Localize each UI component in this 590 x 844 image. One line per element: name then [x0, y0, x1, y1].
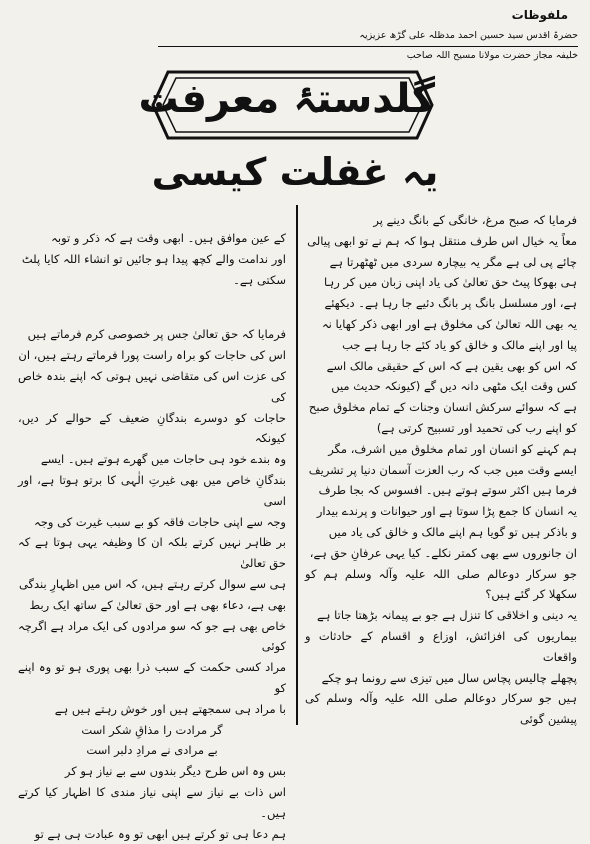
text-line: بر ظاہر نہیں کرتے بلکہ ان کا وظیفہ یہی ہوتا ہے کہ حق تعالیٰ [18, 535, 286, 571]
text-line: ایسے وقت میں جب کہ رب العزت آسمان دنیا پر تشریف [308, 462, 577, 477]
section-label: ملفوظات [511, 8, 568, 22]
text-line: ہی بھوکا پیٹ حق تعالیٰ کی یاد اپنی زبان میں کر رہا [324, 275, 577, 290]
text-line: مراد کسی حکمت کے سبب ذرا بھی پوری ہو تو وہ اپنے کو [18, 660, 286, 695]
text-line: ہے، اور مسلسل بانگ پر بانگ دئیے جا رہا ہے۔ دیکھئے [324, 296, 577, 311]
text-line: ان جانوروں سے بھی کمتر نکلے۔ کیا یہی عرفانِ حق ہے، [309, 545, 577, 560]
text-line: کہ اس کو بھی یقین ہے کہ اس کے حقیقی مالک اسے [326, 358, 577, 373]
credit-divider [158, 46, 578, 47]
text-line: کو اپنے رب کی تحمید اور تسبیح کرتی ہے) [376, 420, 577, 435]
text-line: جو سرکار دوعالم صلی اللہ علیہ وآلہ وسلم ہم کو سکھلا کر گئے ہیں؟ [305, 566, 577, 602]
text-line: پچھلے چالیس پچاس سال میں تیزی سے رونما ہو چکے [321, 670, 577, 685]
text-line: بندگانِ خاص میں بھی غیرتِ الٰہی کا برتو ہوتا ہے، اور اسی [18, 472, 286, 508]
text-line: ہیں جو سرکار دوعالم صلی اللہ علیہ وآلہ وسلم کی پیشین گوئی [305, 691, 577, 727]
text-line: چائے پی لی ہے مگر یہ بیچارہ سردی میں ٹھٹھرتا ہے [329, 254, 577, 269]
text-line: بیماریوں کی افزائش، اوزاع و اقسام کے حادثات و واقعات [305, 628, 577, 664]
text-line: فرمایا کہ حق تعالیٰ جس پر خصوصی کرم فرماتے ہیں [27, 327, 286, 342]
text-line: با مراد ہی سمجھتے ہیں اور خوش رہتے ہیں ہے [54, 701, 286, 716]
text-line: خاص بھی ہے جو کہ سو مرادوں کی ایک مراد ہے اگرچہ کوئی [18, 618, 286, 654]
text-line: ہم دعا ہی تو کرتے ہیں ابھی تو وہ عبادت ہی ہے تو [34, 826, 286, 841]
article-subtitle: یہ غفلت کیسی [151, 150, 439, 194]
text-line: اس ذات بے نیاز سے اپنی نیاز مندی کا اظہار کیا کرتے ہیں۔ [18, 784, 286, 820]
text-line: یہ دینی و اخلاقی کا تنزل ہے جو بے پیمانہ بڑھتا جاتا ہے [317, 608, 577, 623]
author-credit: حضرۃ اقدس سید حسین احمد مدظلہ علی گڑھ عزیزیہ [359, 30, 578, 41]
text-line: یہ انسان کا جمع پڑا سوتا ہے اور حیوانات و پرندے بیدار [316, 504, 577, 519]
title-banner [138, 62, 435, 148]
text-line: اور ندامت والے کچھ پیدا ہو جائیں تو انشاء اللہ کایا پلٹ [21, 251, 286, 266]
text-line: ہے کہ سوائے سرکش انسان وجنات کے تمام مخلوق صبح [308, 400, 577, 415]
left-column [18, 228, 286, 844]
text-line: کس وقت ایک مٹھی دانہ دیں گے (کیونکہ حدیث میں [331, 379, 577, 394]
verse-line: گر مرادت را مذاقِ شکر است [81, 722, 223, 737]
text-line: و باذکر ہیں تو گویا ہم اپنے مالک و خالق کی یاد میں [328, 524, 577, 539]
column-divider [296, 205, 298, 725]
text-line: بھی ہے، دعاء بھی ہے اور حق تعالیٰ کے ساتھ ایک ربط [29, 597, 286, 612]
right-column [305, 210, 577, 730]
text-line: ہم کہنے کو انسان اور تمام مخلوق میں اشرف، مگر [328, 441, 577, 456]
text-line: وجہ سے اپنی حاجات فاقہ کو بے سبب غیرت کی وجہ [34, 514, 286, 529]
text-line: کے عین موافق ہیں۔ ابھی وقت ہے کہ ذکر و توبہ [51, 231, 286, 245]
text-line: یہ بھی اللہ تعالیٰ کی مخلوق ہے اور ابھی ذکر کھایا نہ [321, 316, 577, 331]
text-line: کی عزت اس کی متقاضی نہیں ہوتی کہ اپنے بندہ خاص کی [18, 368, 286, 404]
text-line: ہی سے سوال کرتے رہتے ہیں، کہ اس میں اظہارِ بندگی [18, 576, 286, 591]
text-line: وہ بندے خود ہی حاجات میں گھرے ہوتے ہیں۔ ایسے [40, 452, 286, 467]
verse-line: بے مرادی نے مرادِ دلبر است [86, 743, 218, 758]
text-line: فرما ہیں اکثر سوتے ہوتے ہیں۔ افسوس کہ بجا طرف [318, 483, 577, 498]
text-line: سکتی ہے۔ [233, 272, 286, 287]
text-line: پیا اور اپنے مالک و خالق کو یاد کئے جا رہا ہے جب [342, 337, 577, 352]
text-line: حاجات کو دوسرے بندگانِ ضعیف کے حوالے کر دیں، کیونکہ [18, 410, 286, 446]
text-line: بس وہ اس طرح دیگر بندوں سے بے نیاز ہو کر [64, 764, 286, 779]
banner-title: گلدستۂ معرفت [138, 76, 435, 122]
author-title: خلیفہ مجاز حضرت مولانا مسیح اللہ صاحب [406, 50, 578, 61]
text-line: معاً یہ خیال اس طرف منتقل ہوا کہ ہم نے تو ابھی پیالی [307, 233, 577, 248]
text-line: فرمایا کہ صبح مرغ، خانگی کے بانگ دینے پر [373, 213, 577, 227]
text-line: اس کی حاجات کو براہ راست پورا فرماتے رہتے ہیں، ان [18, 348, 286, 363]
paragraph-gap [18, 290, 286, 324]
